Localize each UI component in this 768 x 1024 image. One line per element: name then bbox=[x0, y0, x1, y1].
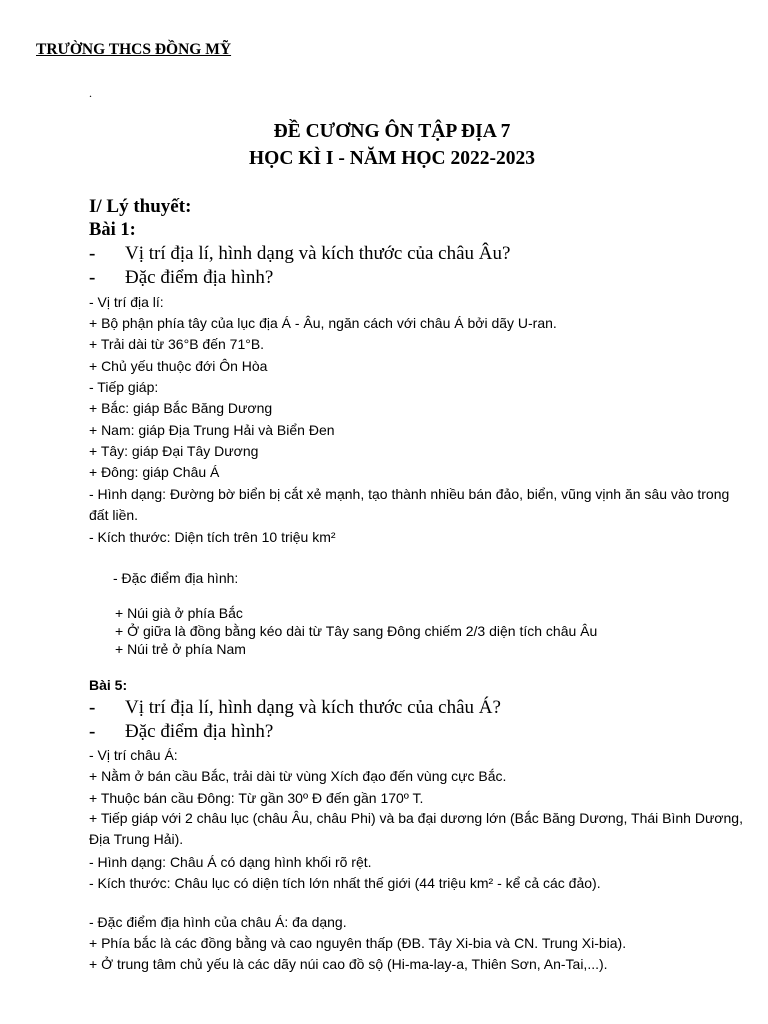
lesson-5-line: - Kích thước: Châu lục có diện tích lớn nhất thế giới (44 triệu km² - kể cả các đảo). bbox=[89, 875, 601, 891]
lesson-1-line: - Tiếp giáp: bbox=[89, 379, 159, 395]
terrain-item: + Núi già ở phía Bắc bbox=[115, 605, 243, 621]
lesson-5-line: + Tiếp giáp với 2 châu lục (châu Âu, châu Phi) và ba đại dương lớn (Bắc Băng Dương, Thái Bình Dương, Địa Trung Hải). bbox=[89, 810, 743, 847]
lesson-5-terrain-line: + Ở trung tâm chủ yếu là các dãy núi cao đồ sộ (Hi-ma-lay-a, Thiên Sơn, An-Tai,...). bbox=[89, 956, 608, 972]
lesson-5-terrain-line: - Đặc điểm địa hình của châu Á: đa dạng. bbox=[89, 914, 347, 930]
lesson-1-question-2 bbox=[89, 267, 273, 289]
lesson-1-line: - Hình dạng: Đường bờ biển bị cắt xẻ mạnh, tạo thành nhiều bán đảo, biển, vũng vịnh ăn sâu vào trong đất liền. bbox=[89, 486, 730, 523]
question-text: Vị trí địa lí, hình dạng và kích thước của châu Âu? bbox=[125, 243, 511, 264]
lesson-5-line: + Nằm ở bán cầu Bắc, trải dài từ vùng Xích đạo đến vùng cực Bắc. bbox=[89, 768, 507, 784]
lesson-5-question-1 bbox=[89, 697, 501, 719]
bullet-dash: - bbox=[89, 697, 96, 718]
lesson-1-line: - Kích thước: Diện tích trên 10 triệu km² bbox=[89, 529, 336, 545]
lesson-1-line: + Bộ phận phía tây của lục địa Á - Âu, ngăn cách với châu Á bởi dãy U-ran. bbox=[89, 315, 557, 331]
lesson-5-line: - Hình dạng: Châu Á có dạng hình khối rõ rệt. bbox=[89, 854, 372, 870]
school-name: TRƯỜNG THCS ĐỒNG MỸ bbox=[36, 41, 232, 58]
lesson-1-line: + Nam: giáp Địa Trung Hải và Biển Đen bbox=[89, 422, 335, 438]
lesson-1-line: + Đông: giáp Châu Á bbox=[89, 464, 220, 480]
lesson-1-line: - Vị trí địa lí: bbox=[89, 294, 164, 310]
stray-dot: . bbox=[89, 86, 92, 100]
lesson-5-terrain-line: + Phía bắc là các đồng bằng và cao nguyên thấp (ĐB. Tây Xi-bia và CN. Trung Xi-bia). bbox=[89, 935, 627, 951]
terrain-heading: - Đặc điểm địa hình: bbox=[113, 570, 239, 586]
lesson-1-line: + Trải dài từ 36°B đến 71°B. bbox=[89, 336, 265, 352]
lesson-1-heading: Bài 1: bbox=[89, 220, 136, 240]
question-text: Đặc điểm địa hình? bbox=[125, 267, 274, 288]
lesson-5-question-2 bbox=[89, 721, 273, 743]
bullet-dash: - bbox=[89, 243, 96, 264]
question-text: Đặc điểm địa hình? bbox=[125, 721, 274, 742]
question-text: Vị trí địa lí, hình dạng và kích thước của châu Á? bbox=[125, 697, 501, 718]
lesson-1-question-1 bbox=[89, 243, 510, 265]
lesson-1-line: + Chủ yếu thuộc đới Ôn Hòa bbox=[89, 358, 268, 374]
document-title-line-2: HỌC KÌ I - NĂM HỌC 2022-2023 bbox=[249, 148, 535, 169]
lesson-1-line: + Bắc: giáp Bắc Băng Dương bbox=[89, 400, 273, 416]
lesson-5-heading: Bài 5: bbox=[89, 677, 128, 693]
section-heading-theory: I/ Lý thuyết: bbox=[89, 196, 192, 217]
document-title-line-1: ĐỀ CƯƠNG ÔN TẬP ĐỊA 7 bbox=[273, 121, 511, 142]
bullet-dash: - bbox=[89, 267, 96, 288]
terrain-item: + Ở giữa là đồng bằng kéo dài từ Tây sang Đông chiếm 2/3 diện tích châu Âu bbox=[115, 623, 598, 639]
lesson-1-line: + Tây: giáp Đại Tây Dương bbox=[89, 443, 259, 459]
lesson-5-line: - Vị trí châu Á: bbox=[89, 747, 178, 763]
bullet-dash: - bbox=[89, 721, 96, 742]
lesson-5-line: + Thuộc bán cầu Đông: Từ gần 30º Đ đến gần 170º T. bbox=[89, 790, 424, 806]
terrain-item: + Núi trẻ ở phía Nam bbox=[115, 641, 246, 657]
